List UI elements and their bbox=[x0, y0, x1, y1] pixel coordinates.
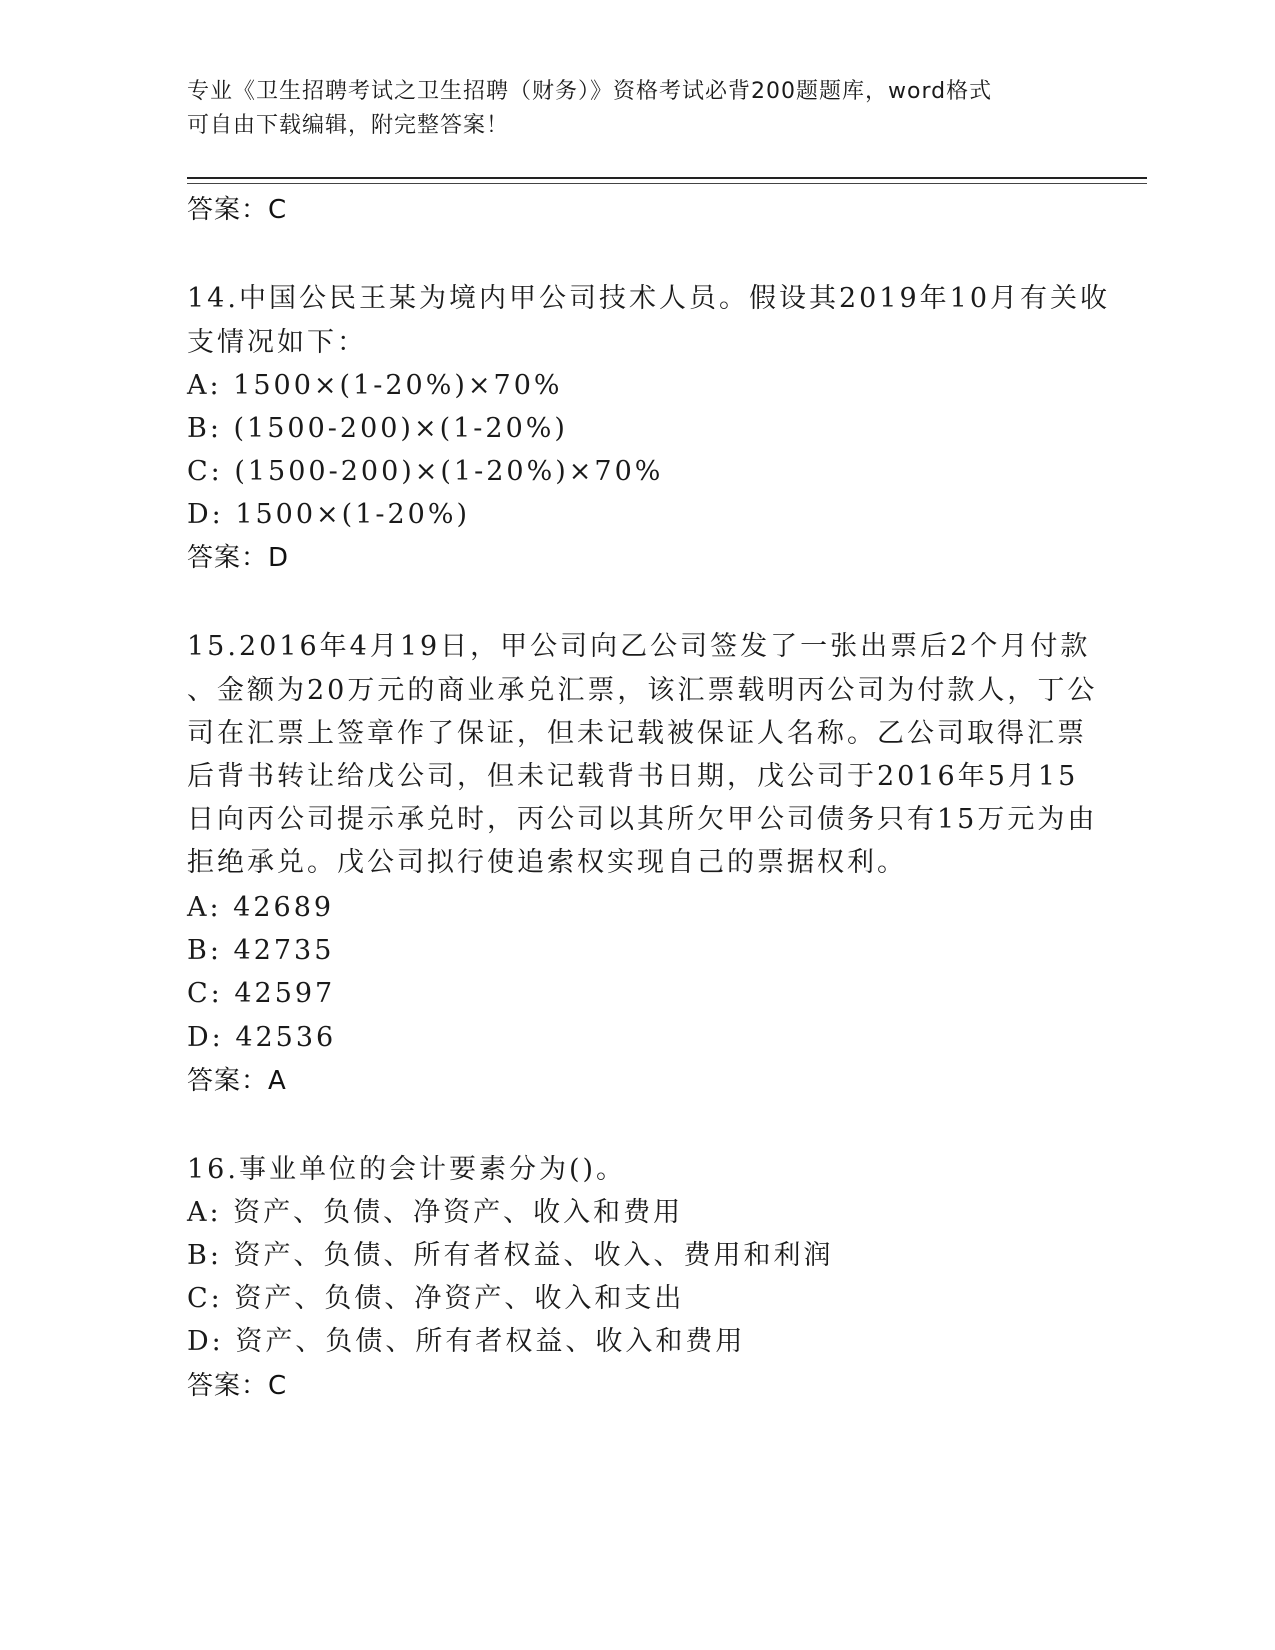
question-stem-line: 16.事业单位的会计要素分为()。 bbox=[187, 1154, 627, 1185]
question-stem-line: 后背书转让给戊公司，但未记载背书日期，戊公司于2016年5月15 bbox=[187, 761, 1079, 792]
question-stem-line: 14.中国公民王某为境内甲公司技术人员。假设其2019年10月有关收 bbox=[187, 283, 1111, 314]
option-c: C: (1500-200)×(1-20%)×70% bbox=[187, 456, 664, 487]
question-stem-line: 拒绝承兑。戊公司拟行使追索权实现自己的票据权利。 bbox=[187, 847, 907, 878]
question-stem-line: 司在汇票上签章作了保证，但未记载被保证人名称。乙公司取得汇票 bbox=[187, 718, 1087, 749]
option-b: B: (1500-200)×(1-20%) bbox=[187, 413, 568, 444]
question-stem-line: 、金额为20万元的商业承兑汇票，该汇票载明丙公司为付款人，丁公 bbox=[187, 675, 1098, 706]
document-header bbox=[187, 75, 1067, 143]
answer-line: 答案：C bbox=[187, 195, 288, 225]
option-c: C: 资产、负债、净资产、收入和支出 bbox=[187, 1283, 685, 1314]
answer-line: 答案：C bbox=[187, 1371, 288, 1401]
option-b: B: 42735 bbox=[187, 935, 335, 966]
option-d: D: 42536 bbox=[187, 1022, 337, 1053]
question-stem-line: 支情况如下： bbox=[187, 327, 367, 358]
option-a: A: 1500×(1-20%)×70% bbox=[187, 370, 563, 401]
header-line-1: 专业《卫生招聘考试之卫生招聘（财务）》资格考试必背200题题库，word格式 bbox=[187, 79, 993, 104]
answer-line: 答案：D bbox=[187, 543, 290, 573]
option-d: D: 1500×(1-20%) bbox=[187, 499, 471, 530]
option-d: D: 资产、负债、所有者权益、收入和费用 bbox=[187, 1326, 746, 1357]
answer-line: 答案：A bbox=[187, 1066, 287, 1096]
option-c: C: 42597 bbox=[187, 978, 336, 1009]
question-stem-line: 日向丙公司提示承兑时，丙公司以其所欠甲公司债务只有15万元为由 bbox=[187, 804, 1098, 835]
header-rule-thin bbox=[187, 183, 1147, 184]
header-rule-thick bbox=[187, 177, 1147, 179]
option-a: A: 42689 bbox=[187, 892, 335, 923]
option-a: A: 资产、负债、净资产、收入和费用 bbox=[187, 1197, 684, 1228]
question-stem-line: 15.2016年4月19日，甲公司向乙公司签发了一张出票后2个月付款 bbox=[187, 631, 1091, 662]
option-b: B: 资产、负债、所有者权益、收入、费用和利润 bbox=[187, 1240, 834, 1271]
header-line-2: 可自由下载编辑，附完整答案！ bbox=[187, 113, 510, 138]
